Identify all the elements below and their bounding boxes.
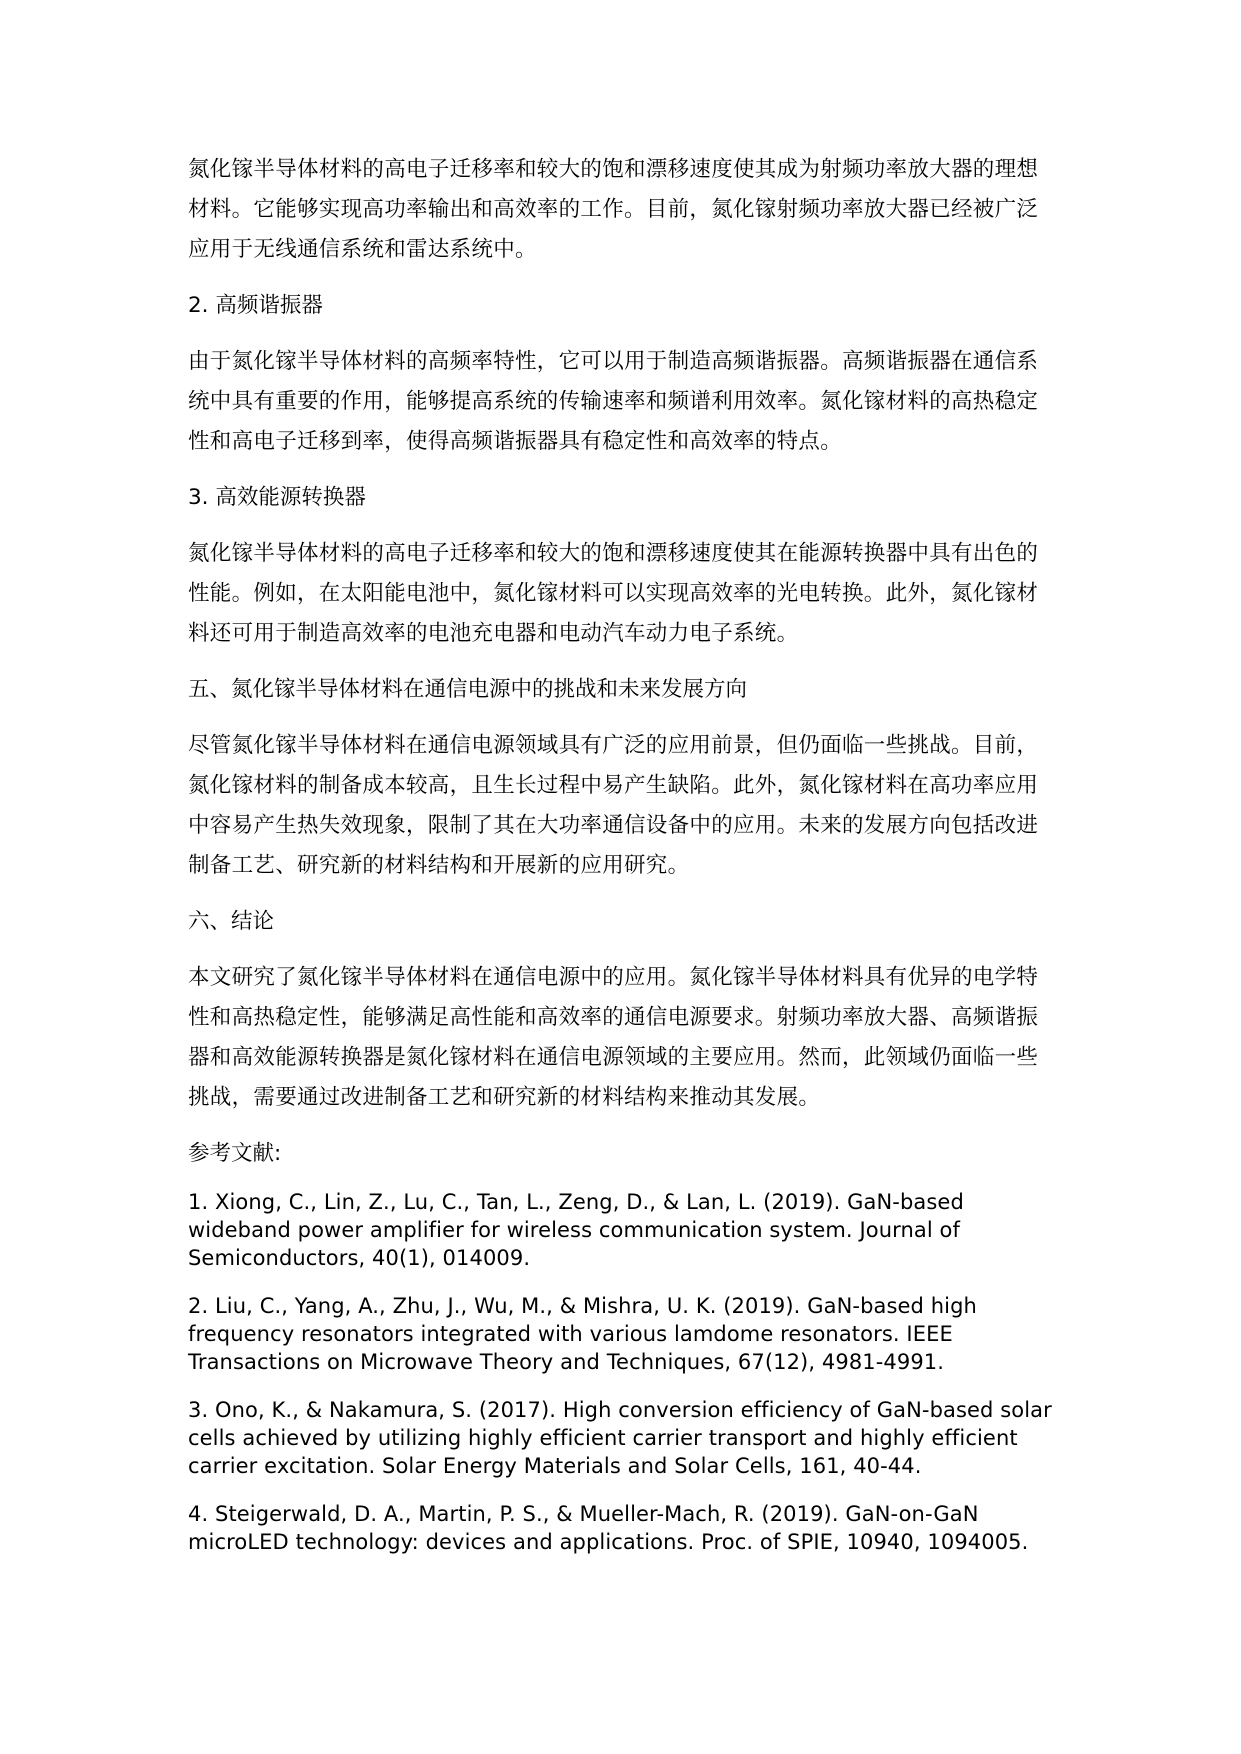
reference-item: 2. Liu, C., Yang, A., Zhu, J., Wu, M., & Mishra, U. K. (2019). GaN-based high frequency resonators integrated with various lamdome resonators. IEEE Transactions on Microwave Theory and Techniques, 67(12), 4981-4991. <box>188 1294 977 1374</box>
section-heading-challenges: 五、氮化镓半导体材料在通信电源中的挑战和未来发展方向 <box>188 677 748 702</box>
document-page <box>188 150 1058 1576</box>
paragraph-energy-converter: 氮化镓半导体材料的高电子迁移率和较大的饱和漂移速度使其在能源转换器中具有出色的性能。例如，在太阳能电池中，氮化镓材料可以实现高效率的光电转换。此外，氮化镓材料还可用于制造高效率的电池充电器和电动汽车动力电子系统。 <box>188 541 1039 646</box>
paragraph-resonator: 由于氮化镓半导体材料的高频率特性，它可以用于制造高频谐振器。高频谐振器在通信系统中具有重要的作用，能够提高系统的传输速率和频谱利用效率。氮化镓材料的高热稳定性和高电子迁移到率，使得高频谐振器具有稳定性和高效率的特点。 <box>188 349 1039 454</box>
paragraph-conclusion: 本文研究了氮化镓半导体材料在通信电源中的应用。氮化镓半导体材料具有优异的电学特性和高热稳定性，能够满足高性能和高效率的通信电源要求。射频功率放大器、高频谐振器和高效能源转换器是氮化镓材料在通信电源领域的主要应用。然而，此领域仍面临一些挑战，需要通过改进制备工艺和研究新的材料结构来推动其发展。 <box>188 965 1039 1110</box>
reference-item: 3. Ono, K., & Nakamura, S. (2017). High conversion efficiency of GaN-based solar cells achieved by utilizing highly efficient carrier transport and highly efficient carrier excitation. Solar Energy Materials and Solar Cells, 161, 40-44. <box>188 1398 1052 1478</box>
paragraph-challenges: 尽管氮化镓半导体材料在通信电源领域具有广泛的应用前景，但仍面临一些挑战。目前，氮化镓材料的制备成本较高，且生长过程中易产生缺陷。此外，氮化镓材料在高功率应用中容易产生热失效现象，限制了其在大功率通信设备中的应用。未来的发展方向包括改进制备工艺、研究新的材料结构和开展新的应用研究。 <box>188 733 1039 878</box>
section-heading-conclusion: 六、结论 <box>188 909 275 934</box>
section-heading-energy-converter: 3. 高效能源转换器 <box>188 485 366 510</box>
reference-item: 1. Xiong, C., Lin, Z., Lu, C., Tan, L., Zeng, D., & Lan, L. (2019). GaN-based wideband power amplifier for wireless communication system. Journal of Semiconductors, 40(1), 014009. <box>188 1190 964 1270</box>
references-heading: 参考文献: <box>188 1141 282 1166</box>
section-heading-resonator: 2. 高频谐振器 <box>188 293 323 318</box>
paragraph-rf-amplifier: 氮化镓半导体材料的高电子迁移率和较大的饱和漂移速度使其成为射频功率放大器的理想材料。它能够实现高功率输出和高效率的工作。目前，氮化镓射频功率放大器已经被广泛应用于无线通信系统和雷达系统中。 <box>188 157 1039 262</box>
reference-list <box>188 1188 1058 1556</box>
reference-item: 4. Steigerwald, D. A., Martin, P. S., & Mueller-Mach, R. (2019). GaN-on-GaN microLED technology: devices and applications. Proc. of SPIE, 10940, 1094005. <box>188 1502 1029 1554</box>
